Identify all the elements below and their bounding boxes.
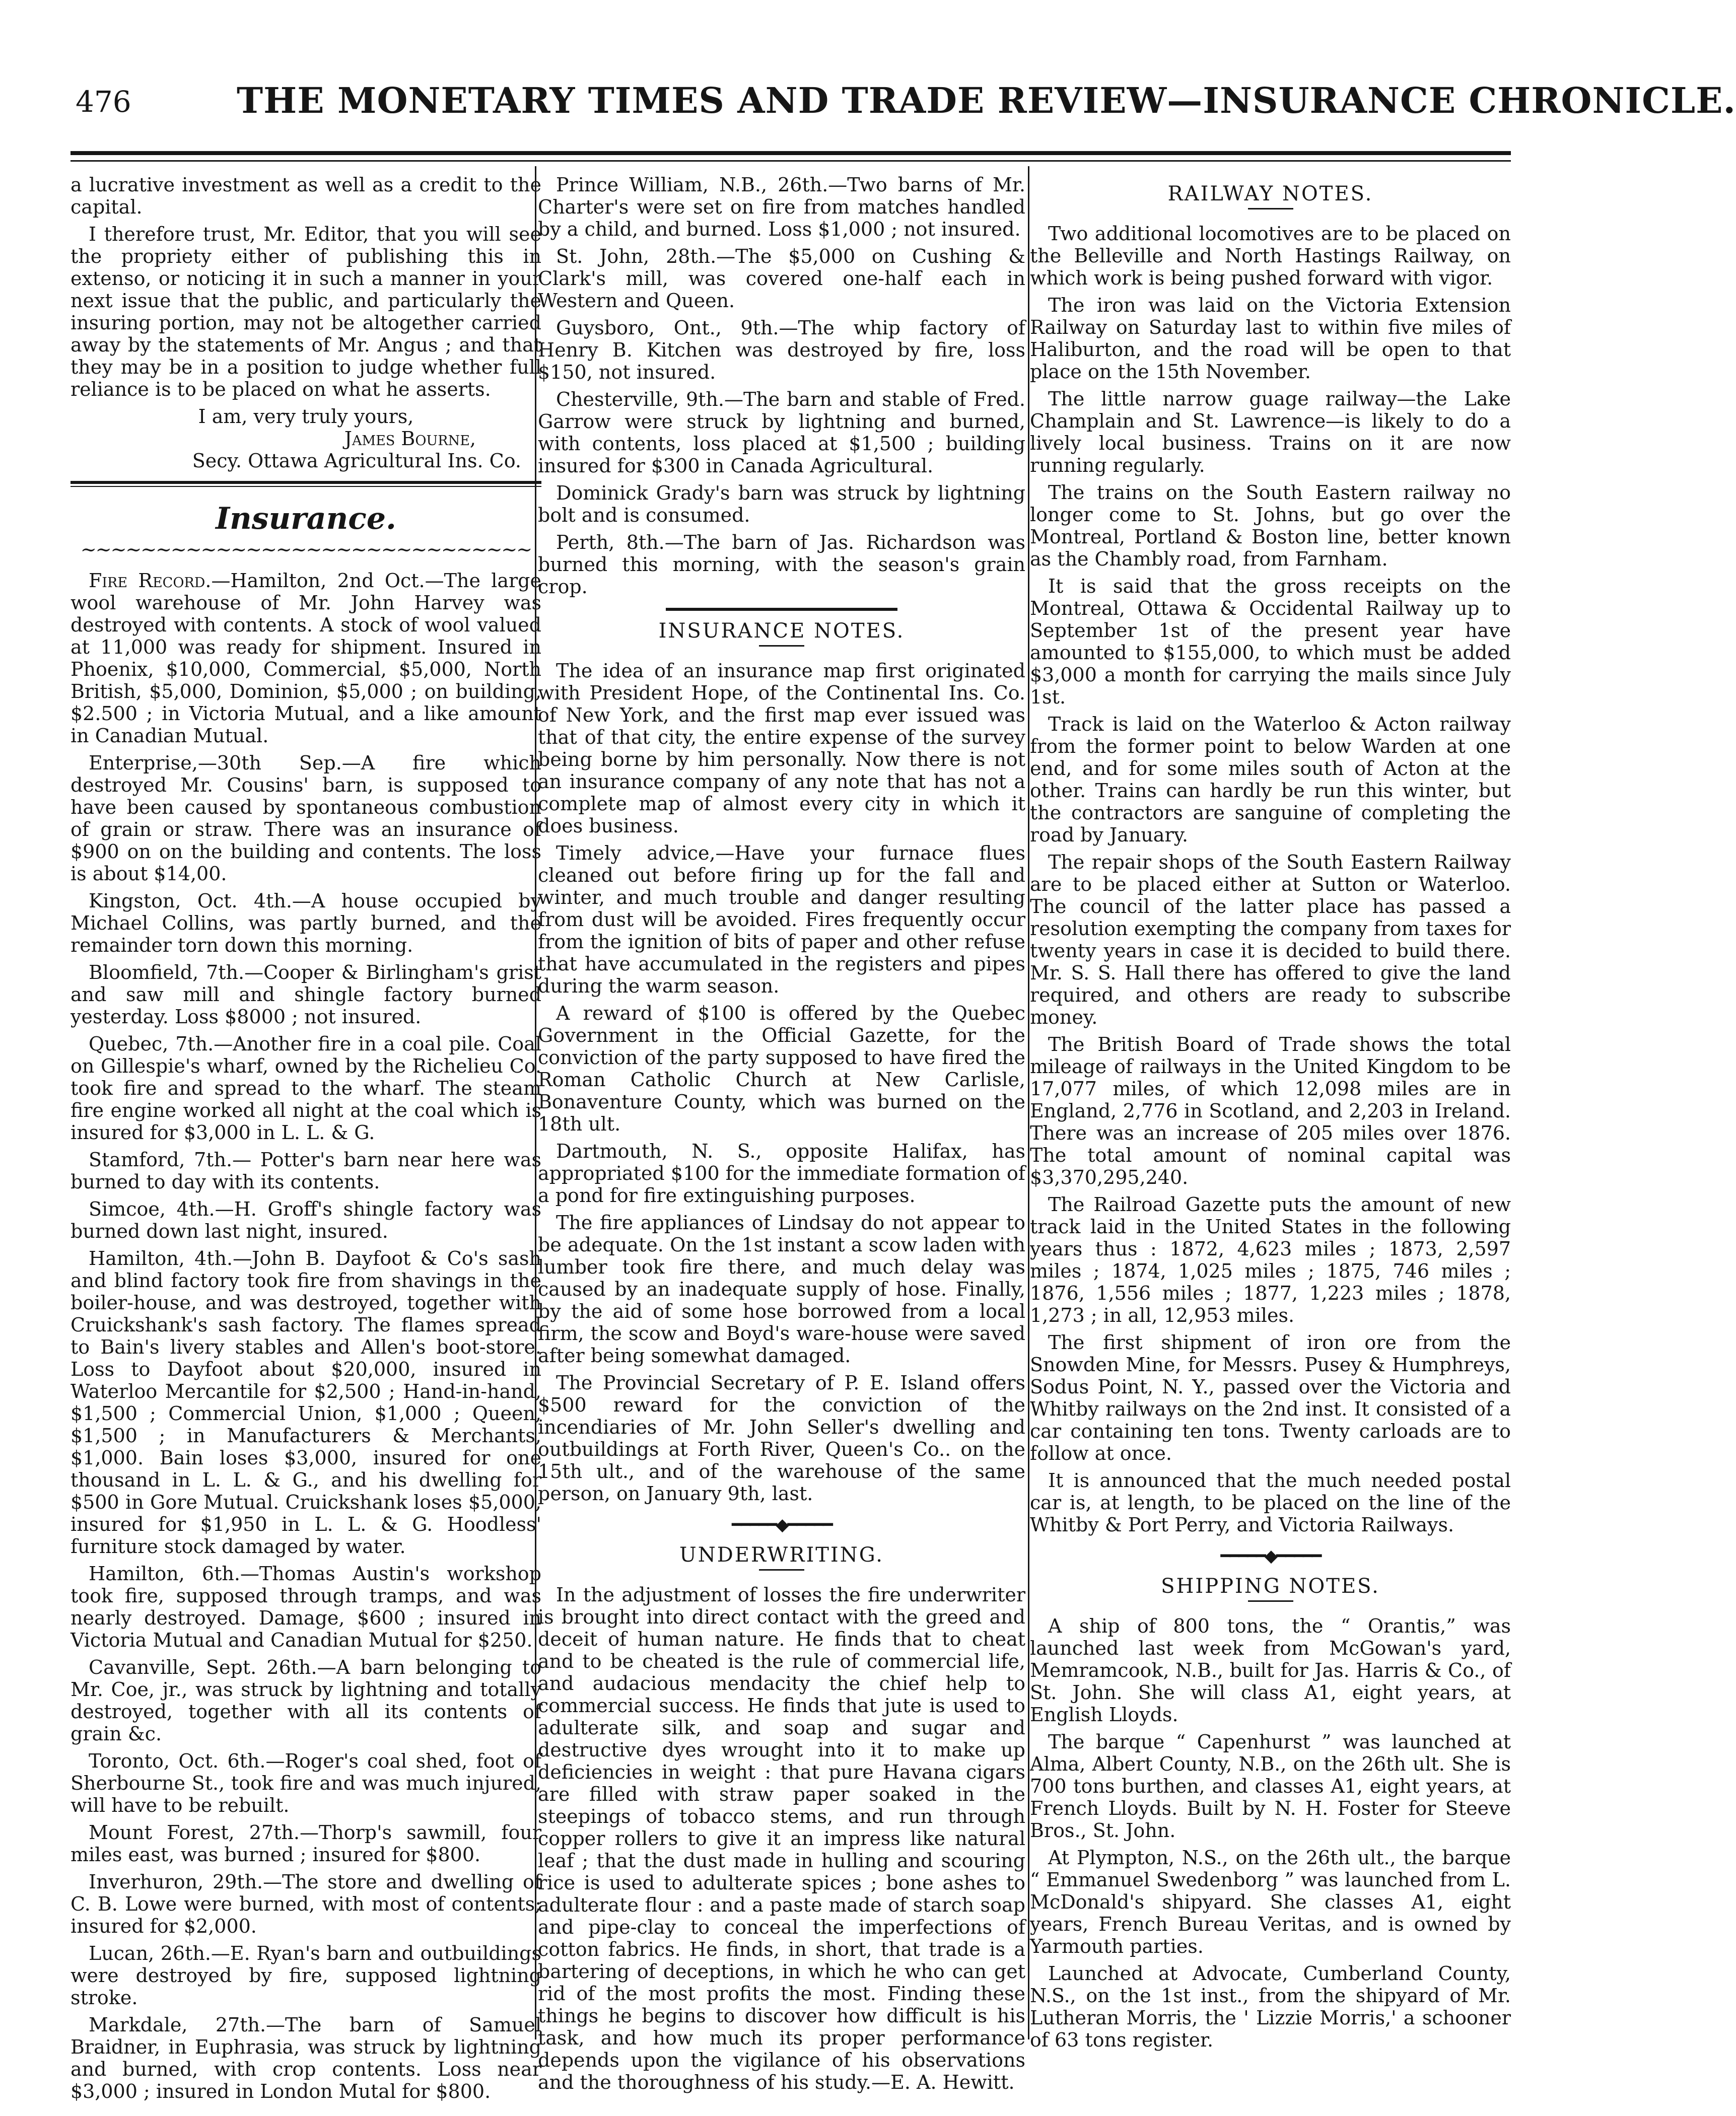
article-paragraph: The fire appliances of Lindsay do not appear to be adequate. On the 1st instant a scow laden with lumber took fire there, and much delay was caused by an inadequate supply of hose. Finally, by the aid of some hose borrowed from a local firm, the scow and Boyd's ware-house were saved after being somewhat damaged. — [538, 1212, 1025, 1367]
article-paragraph: At Plympton, N.S., on the 26th ult., the barque “ Emmanuel Swedenborg ” was launched from L. McDonald's shipyard. She classes A1, eight years, French Bureau Veritas, and is owned by Yarmouth parties. — [1030, 1847, 1511, 1957]
article-paragraph: The iron was laid on the Victoria Extension Railway on Saturday last to within five miles of Haliburton, and the road will be open to that place on the 15th November. — [1030, 294, 1511, 383]
signature-org: Secy. Ottawa Agricultural Ins. Co. — [192, 450, 521, 472]
header-rule-thin — [71, 160, 1511, 162]
heading-rule — [1248, 208, 1293, 209]
heading-rule — [759, 645, 804, 647]
signature-name: James Bourne, — [344, 428, 476, 450]
article-paragraph: Bloomfield, 7th.—Cooper & Birlingham's grist and saw mill and shingle factory burned yesterday. Loss $8000 ; not insured. — [71, 961, 541, 1028]
article-paragraph: Prince William, N.B., 26th.—Two barns of Mr. Charter's were set on fire from matches handled by a child, and burned. Loss $1,000 ; not insured. — [538, 174, 1025, 240]
heading-rule — [1248, 1600, 1293, 1602]
fire-record-text: —Hamilton, 2nd Oct.—The large wool warehouse of Mr. John Harvey was destroyed with contents. A stock of wool valued at 11,000 was ready for shipment. Insured in Phoenix, $10,000, Commercial, $5,000, North British, $5,000, Dominion, $5,000 ; on building, $2.500 ; in Victoria Mutual, and a like amount in Canadian Mutual. — [71, 570, 541, 747]
fire-record-leadin: Fire Record. — [89, 570, 212, 592]
article-paragraph: Mount Forest, 27th.—Thorp's sawmill, four miles east, was burned ; insured for $800. — [71, 1821, 541, 1866]
column-divider — [1028, 166, 1029, 2039]
article-paragraph: Markdale, 27th.—The barn of Samuel Braidner, in Euphrasia, was struck by lightning and burned, with crop contents. Loss near $3,000 ; insured in London Mutal for $800. — [71, 2014, 541, 2102]
article-paragraph: The barque “ Capenhurst ” was launched at Alma, Albert County, N.B., on the 26th ult. She is 700 tons burthen, and classes A1, eight years, at French Lloyds. Built by N. H. Foster for Steeve Bros., St. John. — [1030, 1731, 1511, 1842]
underwriting-heading: UNDERWRITING. — [679, 1543, 884, 1567]
insurance-notes-heading: INSURANCE NOTES. — [658, 619, 905, 643]
article-paragraph: Timely advice,—Have your furnace flues cleaned out before firing up for the fall and winter, and much trouble and danger resulting from dust will be avoided. Fires frequently occur from the ignition of bits of paper and other refuse that have accumulated in the registers and pipes during the warm season. — [538, 842, 1025, 997]
article-paragraph: Dominick Grady's barn was struck by lightning bolt and is consumed. — [538, 482, 1025, 526]
article-paragraph — [71, 570, 541, 747]
article-paragraph: Inverhuron, 29th.—The store and dwelling of C. B. Lowe were burned, with most of contents; insured for $2,000. — [71, 1871, 541, 1937]
letter-paragraph: a lucrative investment as well as a credit to the capital. — [71, 174, 541, 218]
railway-notes-heading: RAILWAY NOTES. — [1167, 182, 1373, 205]
article-paragraph: Track is laid on the Waterloo & Acton railway from the former point to below Warden at one end, and for some miles south of Acton at the other. Trains can hardly be run this winter, but the contractors are sanguine of completing the road by January. — [1030, 713, 1511, 846]
article-paragraph: It is announced that the much needed postal car is, at length, to be placed on the line of the Whitby & Port Perry, and Victoria Railways. — [1030, 1469, 1511, 1536]
article-paragraph: The little narrow guage railway—the Lake Champlain and St. Lawrence—is likely to do a lively local business. Trains on it are now running regularly. — [1030, 388, 1511, 476]
wavy-rule-ornament: ~~~~~~~~~~~~~~~~~~~~~~~~~~~~~~ — [80, 538, 532, 560]
article-paragraph: A reward of $100 is offered by the Quebec Government in the Official Gazette, for the conviction of the party supposed to have fired the Roman Catholic Church at New Carlisle, Bonaventure County, which was burned on the 18th ult. — [538, 1002, 1025, 1135]
page-title: THE MONETARY TIMES AND TRADE REVIEW—INSURANCE CHRONICLE. — [237, 80, 1736, 121]
article-paragraph: Perth, 8th.—The barn of Jas. Richardson was burned this morning, with the season's grain crop. — [538, 531, 1025, 598]
article-paragraph: Hamilton, 6th.—Thomas Austin's workshop took fire, supposed through tramps, and was nearly destroyed. Damage, $600 ; insured in Victoria Mutual and Canadian Mutual for $250. — [71, 1563, 541, 1651]
article-paragraph: St. John, 28th.—The $5,000 on Cushing & Clark's mill, was covered one-half each in Western and Queen. — [538, 245, 1025, 312]
article-paragraph: The first shipment of iron ore from the Snowden Mine, for Messrs. Pusey & Humphreys, Sodus Point, N. Y., passed over the Victoria and Whitby railways on the 2nd inst. It consisted of a car containing ten tons. Twenty carloads are to follow at once. — [1030, 1331, 1511, 1464]
ornament-divider: ━━━━━◆━━━━━ — [1220, 1546, 1321, 1566]
letter-paragraph: I therefore trust, Mr. Editor, that you will see the propriety either of publishing this in extenso, or noticing it in such a manner in your next issue that the public, and particularly the insuring portion, may not be altogether carried away by the statements of Mr. Angus ; and that they may be in a position to judge whether full reliance is to be placed on what he asserts. — [71, 223, 541, 400]
article-paragraph: It is said that the gross receipts on the Montreal, Ottawa & Occidental Railway up to September 1st of the present year have amounted to $155,000, to which must be added $3,000 a month for carrying the mails since July 1st. — [1030, 575, 1511, 708]
article-paragraph: Quebec, 7th.—Another fire in a coal pile. Coal on Gillespie's wharf, owned by the Richelieu Co. took fire and spread to the wharf. The steam fire engine worked all night at the coal which is insured for $3,000 in L. L. & G. — [71, 1033, 541, 1144]
article-paragraph: The Railroad Gazette puts the amount of new track laid in the United States in the following years thus : 1872, 4,623 miles ; 1873, 2,597 miles ; 1874, 1,025 miles ; 1875, 746 miles ; 1876, 1,556 miles ; 1877, 1,223 miles ; 1878, 1,273 ; in all, 12,953 miles. — [1030, 1193, 1511, 1326]
article-paragraph: Chesterville, 9th.—The barn and stable of Fred. Garrow were struck by lightning and burned, with contents, loss placed at $1,500 ; building insured for $300 in Canada Agricultural. — [538, 388, 1025, 477]
article-paragraph: In the adjustment of losses the fire underwriter is brought into direct contact with the greed and deceit of human nature. He finds that to cheat and to be cheated is the rule of commercial life, and audacious mendacity the chief help to commercial success. He finds that jute is used to adulterate silk, and soap and sugar and destructive dyes wrought into it to make up deficiencies in weight : that pure Havana cigars are filled with straw paper soaked in the steepings of tobacco stems, and run through copper rollers to give it an impress like natural leaf ; that the dust made in hulling and scouring rice is used to adulterate spices ; bone ashes to adulterate flour : and a paste made of starch soap and pipe-clay to conceal the imperfections of cotton fabrics. He finds, in short, that trade is a bartering of deceptions, in which he who can get rid of the most profits the most. Finding these things he begins to discover how difficult is his task, and how much its proper performance depends upon the vigilance of his observations and the thoroughness of his study.—E. A. Hewitt. — [538, 1584, 1025, 2093]
heading-rule — [759, 1569, 804, 1571]
section-heading-insurance: Insurance. — [216, 501, 396, 536]
article-paragraph: The repair shops of the South Eastern Railway are to be placed either at Sutton or Waterloo. The council of the latter place has passed a resolution exempting the company from taxes for twenty years in case it is decided to build there. Mr. S. S. Hall there has offered to give the land required, and others are ready to subscribe money. — [1030, 851, 1511, 1028]
article-paragraph: Launched at Advocate, Cumberland County, N.S., on the 1st inst., from the shipyard of Mr. Lutheran Morris, the ' Lizzie Morris,' a schooner of 63 tons register. — [1030, 1962, 1511, 2051]
article-paragraph: Kingston, Oct. 4th.—A house occupied by Michael Collins, was partly burned, and the remainder torn down this morning. — [71, 890, 541, 956]
article-paragraph: Simcoe, 4th.—H. Groff's shingle factory was burned down last night, insured. — [71, 1198, 541, 1242]
article-paragraph: Enterprise,—30th Sep.—A fire which destroyed Mr. Cousins' barn, is supposed to have been caused by spontaneous combustion of grain or straw. There was an insurance of $900 on on the building and contents. The loss is about $14,00. — [71, 752, 541, 885]
column-3 — [1030, 174, 1511, 2051]
article-paragraph: Lucan, 26th.—E. Ryan's barn and outbuildings were destroyed by fire, supposed lightning stroke. — [71, 1942, 541, 2009]
page-number: 476 — [76, 85, 131, 119]
article-paragraph: The trains on the South Eastern railway no longer come to St. Johns, but go over the Montreal, Portland & Boston line, better known as the Chambly road, from Farnham. — [1030, 481, 1511, 570]
article-paragraph: Cavanville, Sept. 26th.—A barn belonging to Mr. Coe, jr., was struck by lightning and totally destroyed, together with all its contents of grain &c. — [71, 1656, 541, 1745]
article-paragraph: The idea of an insurance map first originated with President Hope, of the Continental Ins. Co. of New York, and the first map ever issued was that of that city, the entire expense of the survey being borne by him personally. Now there is not an insurance company of any note that has not a complete map of almost every city in which it does business. — [538, 660, 1025, 837]
article-paragraph: Toronto, Oct. 6th.—Roger's coal shed, foot of Sherbourne St., took fire and was much injured, will have to be rebuilt. — [71, 1750, 541, 1816]
article-paragraph: Guysboro, Ont., 9th.—The whip factory of Henry B. Kitchen was destroyed by fire, loss $150, not insured. — [538, 317, 1025, 383]
ornament-divider: ━━━━━◆━━━━━ — [732, 1515, 831, 1535]
article-paragraph: A ship of 800 tons, the “ Orantis,” was launched last week from McGowan's yard, Memramcook, N.B., built for Jas. Harris & Co., of St. John. She will class A1, eight years, at English Lloyds. — [1030, 1615, 1511, 1726]
section-divider — [666, 608, 897, 611]
column-2 — [538, 174, 1025, 2093]
article-paragraph: Stamford, 7th.— Potter's barn near here was burned to day with its contents. — [71, 1149, 541, 1193]
header-rule-thick — [71, 151, 1511, 155]
article-paragraph: The Provincial Secretary of P. E. Island offers $500 reward for the conviction of the incendiaries of Mr. John Seller's dwelling and outbuildings at Forth River, Queen's Co.. on the 15th ult., and of the warehouse of the same person, on January 9th, last. — [538, 1372, 1025, 1505]
article-paragraph: The British Board of Trade shows the total mileage of railways in the United Kingdom to be 17,077 miles, of which 12,098 miles are in England, 2,776 in Scotland, and 2,203 in Ireland. There was an increase of 205 miles over 1876. The total amount of nominal capital was $3,370,295,240. — [1030, 1033, 1511, 1188]
letter-closing: I am, very truly yours, — [198, 405, 414, 428]
section-divider — [71, 481, 541, 487]
column-1 — [71, 174, 541, 2102]
article-paragraph: Hamilton, 4th.—John B. Dayfoot & Co's sash and blind factory took fire from shavings in the boiler-house, and was destroyed, together with Cruickshank's sash factory. The flames spread to Bain's livery stables and Allen's boot-store. Loss to Dayfoot about $20,000, insured in Waterloo Mercantile for $2,500 ; Hand-in-hand, $1,500 ; Commercial Union, $1,000 ; Queen, $1,500 ; in Manufacturers & Merchants, $1,000. Bain loses $3,000, insured for one thousand in L. L. & G., and his dwelling for $500 in Gore Mutual. Cruickshank loses $5,000, insured for $1,950 in L. L. & G. Hoodless' furniture stock damaged by water. — [71, 1247, 541, 1558]
article-paragraph: Dartmouth, N. S., opposite Halifax, has appropriated $100 for the immediate formation of a pond for fire extinguishing purposes. — [538, 1140, 1025, 1207]
masthead — [71, 76, 1736, 141]
shipping-notes-heading: SHIPPING NOTES. — [1161, 1575, 1380, 1598]
article-paragraph: Two additional locomotives are to be placed on the Belleville and North Hastings Railway, on which work is being pushed forward with vigor. — [1030, 223, 1511, 289]
